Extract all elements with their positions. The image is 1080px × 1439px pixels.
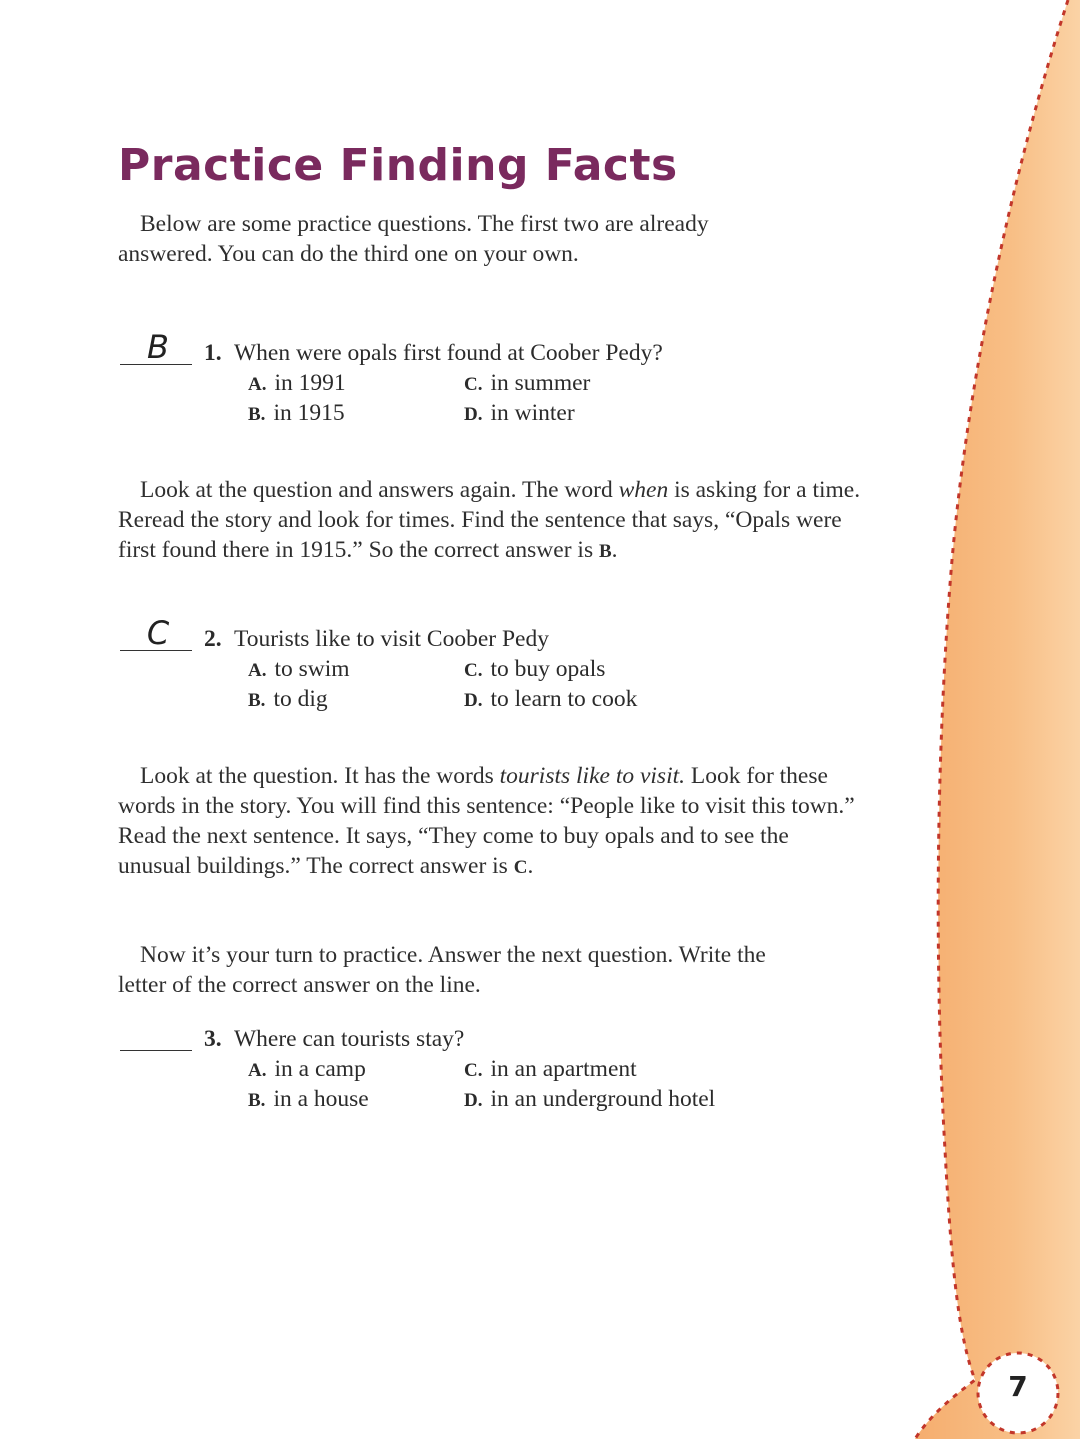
question-number-2: 2. — [204, 626, 222, 652]
answer-line-2 — [120, 650, 192, 651]
side-panel-shape — [915, 0, 1080, 1439]
question-text-3: Where can tourists stay? — [234, 1026, 465, 1052]
explanation-2: Look at the question. It has the words tourists like to visit. Look for these words in the story. You will find this sentence: “People like to visit this town.” Read the next sentence. It says, “They come to buy opals and to see the unusual buildings.” The correct answer is C. — [118, 763, 855, 879]
answer-mark-2: C — [146, 614, 170, 652]
option-1c: C. in summer — [464, 370, 591, 396]
question-text-2: Tourists like to visit Coober Pedy — [234, 626, 549, 652]
option-1a: A. in 1991 — [248, 370, 346, 396]
option-3a: A. in a camp — [248, 1056, 366, 1082]
option-3d: D. in an underground hotel — [464, 1086, 716, 1112]
option-2d: D. to learn to cook — [464, 686, 638, 712]
answer-line-3[interactable] — [120, 1050, 192, 1051]
answer-line-1 — [120, 364, 192, 365]
practice-prompt: Now it’s your turn to practice. Answer the next question. Write the letter of the correct answer on the line. — [118, 942, 766, 998]
option-2a: A. to swim — [248, 656, 350, 682]
option-2b: B. to dig — [248, 686, 328, 712]
question-number-3: 3. — [204, 1026, 222, 1052]
option-1d: D. in winter — [464, 400, 575, 426]
option-1b: B. in 1915 — [248, 400, 345, 426]
option-3c: C. in an apartment — [464, 1056, 637, 1082]
question-number-1: 1. — [204, 340, 222, 366]
question-text-1: When were opals first found at Coober Pedy? — [234, 340, 663, 366]
option-3b: B. in a house — [248, 1086, 369, 1112]
page-title: Practice Finding Facts — [118, 140, 678, 191]
option-2c: C. to buy opals — [464, 656, 606, 682]
intro-paragraph — [118, 209, 778, 269]
answer-mark-1: B — [147, 328, 169, 366]
intro-text: Below are some practice questions. The first two are already answered. You can do the third one on your own. — [118, 211, 709, 267]
page-number: 7 — [1008, 1370, 1028, 1403]
question-3 — [118, 1022, 878, 1122]
question-2 — [118, 614, 878, 722]
explanation-1: Look at the question and answers again. The word when is asking for a time. Reread the story and look for times. Find the sentence that says, “Opals were first found there in 1915.” So the correct answer is B. — [118, 477, 861, 563]
question-1 — [118, 328, 878, 436]
